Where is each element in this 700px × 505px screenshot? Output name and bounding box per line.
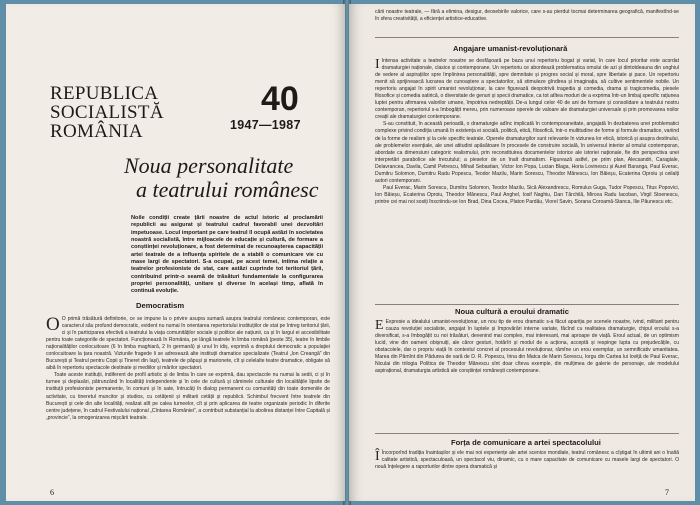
drop-cap: E xyxy=(375,318,384,333)
drop-cap: Î xyxy=(375,449,380,464)
continued-paragraph: cării noastre teatrale, — fără a elimina, desigur, deosebirile valorice, care s-au pierdut tocmai determinarea geografică, manifestînd-se în sfera creativității, a eficienței artistice-educative. xyxy=(375,9,679,23)
lead-paragraph xyxy=(131,215,323,296)
body-paragraph-text: Încorporînd tradiția înaintașilor și ele mai noi experiențe ale artei scenice mondiale, teatrul românesc a cîștigat în ultimii ani o înaltă calitate artistică, spectaculoasă, un spectacol viu, dinamic, cu o mare capacitate de comunicare cu masele largi de spectatori. O nouă înțelegere a raporturilor dintre opera dramatică și xyxy=(375,450,679,471)
forta-body xyxy=(375,450,679,471)
body-paragraph xyxy=(375,319,679,375)
drop-cap: O xyxy=(46,314,60,335)
continued-text xyxy=(375,9,679,23)
body-paragraph: Toate aceste instituții, indiferent de profil artistic și de limba în care se exprimă, dau spectacole nu numai la sedii, ci și în turnee și deplasări, pătrunzând în localități independente și în cele de cultură și căminele culturale din localitățile lipsite de instituții profesioniste permanente, în comuni și în sate, întrucâți în dialog permanent cu comunități din toate domeniile de activitate, cu tineretul muncitor și studios, cu cetățenii și militarii cetății și republicii. Schimbul frecvent între teatrele din București și cele din alte localități, realizat atît pe calea turneelor, cît și prin aplicarea de teatre organizate periodic în diferite centre județene, în cadrul Festivalului național „Cîntarea României”, a contribuit substanțial la abolirea distanței între Capitală și „provincie”, la omogenizarea mișcării teatrale. xyxy=(46,372,330,421)
section-heading-forta: Forța de comunicare a artei spectacolului xyxy=(451,438,601,447)
article-title-line: Noua personalitate xyxy=(124,153,294,178)
republic-heading-line: SOCIALISTĂ xyxy=(50,102,164,123)
section-divider xyxy=(375,304,679,305)
body-paragraph xyxy=(375,58,679,121)
lead-text: Noile condiții create țării noastre de actul istoric al proclamării republicii au asigurat și teatrului cadrul favorabil unei dezvoltări impetuoase. Locul important pe care teatrul îl ocupă astăzi în societatea noastră socialistă, între mijloacele de educație și cultură, de formare a conștiinței revoluționare, a fost determinat de recunoașterea capacității artei teatrale de a influența spiritele de a stabili o comunicare vie cu mase largi de spectatori. S-a ocupat, pe acest temei, intima relație a teatrelor profesioniste de stat, care astăzi cuprinde tot teritoriul țării, contribuind printr-o seamă de trăsături fundamentale la configurarea propriei personalități, unitare și diverse în același timp, aflată în continuă evoluție. xyxy=(131,215,323,295)
article-title-line: a teatrului românesc xyxy=(136,177,319,202)
section-heading-angajare: Angajare umanist-revoluționară xyxy=(453,44,568,53)
right-page xyxy=(349,4,695,501)
body-paragraph xyxy=(46,316,330,372)
anniversary-number: 40 xyxy=(261,80,299,118)
body-paragraph xyxy=(375,450,679,471)
article-title xyxy=(124,154,319,202)
author-list: Paul Everac, Marin Sorescu, Dumitru Solomon, Teodor Mazilu, Sică Alexandrescu, Romulus Guga, Tudor Popescu, Titus Popovici, Ion Băieșu, Ecaterina Oproiu, Theodor Mănescu, Paul Anghel, Iosif Naghiu, Dan Tărchilă, Mircea Radu Iacoban, Virgil Stoenescu, printre cei mai noi sosiți înscriindu-se Ion Brad, Dina Cocea, Platon Pardău, Viorel Savin, Sorana Coroamă-Stanca, Ilie Păunescu etc. xyxy=(375,184,679,205)
page-number: 7 xyxy=(665,488,669,497)
section-heading-noua-cultura: Noua cultură a eroului dramatic xyxy=(455,307,569,316)
angajare-body xyxy=(375,58,679,206)
left-page xyxy=(6,4,345,501)
erou-body xyxy=(375,319,679,375)
section-heading-democratism: Democratism xyxy=(136,301,185,310)
republic-heading-line: REPUBLICA xyxy=(50,83,159,104)
republic-heading-line: ROMÂNIA xyxy=(50,121,143,142)
body-paragraph: S-au constituit, în această perioadă, o dramaturgie adînc implicată în contemporaneitate, angajată în dezbaterea unei problematici complexe privind condiția umană în existența ei socială, politică, etică, filosofică, într-o multitudine de forme și formule dramatice, variind de la forme de realism și la cele specific teatrale. Operele dramaturgilor sunt relevante în viziunea lor etică, istorică și asupra destinului, ale problemelor esențiale, ale unei atitudini apăsătoare în procesele de construire socială, în universul interior al omului contemporan, abordate ca dimensiuni categoric realismului, prin reconstituirea documentelor istorice ale istoriei naționale, fie din perspectiva unei interpretări parabolice ale trecutului; a pieselor de un înalt dramatism. Figurează astfel, pe prim plan, Alecsandri, Caragiale, Delavrancea, Davila, Camil Petrescu, Mihail Sebastian, Victor Ion Popa, Lucian Blaga, Horia Lovinescu și Aurel Baranga, Paul Everac, Dumitru Solomon, Dumitru Radu Popescu, Teodor Mazilu, Marin Sorescu, Theodor Mănescu, Ion Băieșu, Ecaterina Oproiu și ceilalți autori contemporani. xyxy=(375,121,679,184)
body-paragraph-text: Expresie a idealului umanist-revoluționar, un nou tip de erou dramatic s-a făcut apariția pe scenele noastre, ivind, militant pentru cauza revoluției socialiste, angajat în luptele și împovărări interne variate, făcînd cu realitatea dramaturgie, chipul eroului s-a diversificat, s-a îmbogățit cu noi trăsături, devenind mai complex, mai interesant, mai aproape de viață. Eroul actual, de un optimism lucid, vine din oameni obișnuiți, ale căror gesturi, hotărîri și modul de a acționa, acceptă și respinge lupta cu prejudecățile, cu obstacolele, dar o propriu viață în contextul concret al procesului revoluționar, rămîne un erou exemplar, un semnificativ umanitatea. Marea din Pămînt din Pădurea de vară de D. R. Popescu, Irina din Matca de Marin Sorescu, Iorgu din Cartea lui Ioviță de Paul Everac, Niculai din trilogia Politica de Theodor Mănescu sînt doar cîteva exemple, din mulțimea de galerie de personaje, ale modelului aspirațional, dramaturgia artistică ale conștiinței românești contemporane. xyxy=(375,319,679,375)
anniversary-years: 1947—1987 xyxy=(230,118,301,132)
page-number: 6 xyxy=(50,488,54,497)
section-divider xyxy=(375,37,679,38)
drop-cap: I xyxy=(375,57,380,72)
republic-heading xyxy=(50,84,164,141)
body-paragraph-text: Intensa activitate a teatrelor noastre se desfășoară pe baza unui repertoriu bogat și variat, în care locul prioritar este acordat dramaturgiei naționale, clasice și contemporane. Un repertoriu ce abordează problematica omului de azi și dintotdeauna din unghiul de vedere al aspirațiilor spre împlinirea personalității, spre demnitate și progres social și moral, spre libertate și pace. Un repertoriu menit să sprijinească lucrarea de cunoaștere a spectatorilor, să stimuleze gîndirea și imaginația, să cultive sentimentele nobile. Un repertoriu angajat în spirit umanist revoluționar, la care figurează deopotrivă tragedia și comedia, drama și tragicomedia, piesele filosofice și comedia satirică, o diversitate de genuri și specii dramatice, ca tot atîtea moduri de a exprima într-un limbaj specific rațiunea luptei pentru afirmarea valorilor umane, împotriva nedreptății. De-a lungul celor 40 de ani de formare și consolidare a teatrului nostru contemporan, repertoriul s-a îmbogățit mereu, prin numeroase operele de valoare ale dramaturgiei universale și prin promovarea noilor creații ale dramaturgiei contemporane. xyxy=(375,58,679,121)
body-paragraph-text: O primă trăsătură definitorie, ce se impune la o privire asupra sumară asupra teatrului românesc contemporan, este caracterul său profund democratic, evident nu numai în orientarea repertoriului instituțiilor de stat pe întreg teritoriul țării, ci și în participarea efectivă a teatrului la viața comunităților sociale și politice ale națiunii, ca și în largul ei accesibilitate pentru toate categoriile de spectatori. Funcționează în România, pe lângă teatrele în limba română (peste 35), teatre în limbile naționalităților conlocuitoare (6 în limba maghiară, 2 în germană) și unul în idiș, exprimă a dreptului democratic a populației conlocuitoare la țara noastră. Viziunile fragede li se adresează alte instituții dramatice specializate (Teatrul „Ion Creangă” din București și Teatrul pentru Copii și Tineret din Iași), teatrele de păpuși și marionete, cît și celelalte teatre dramatice, obligate să aibă în repertoriu spectacole destinate și mediilor și mărilor spectatori. xyxy=(46,316,330,372)
section-divider xyxy=(375,433,679,434)
democratism-body xyxy=(46,316,330,422)
